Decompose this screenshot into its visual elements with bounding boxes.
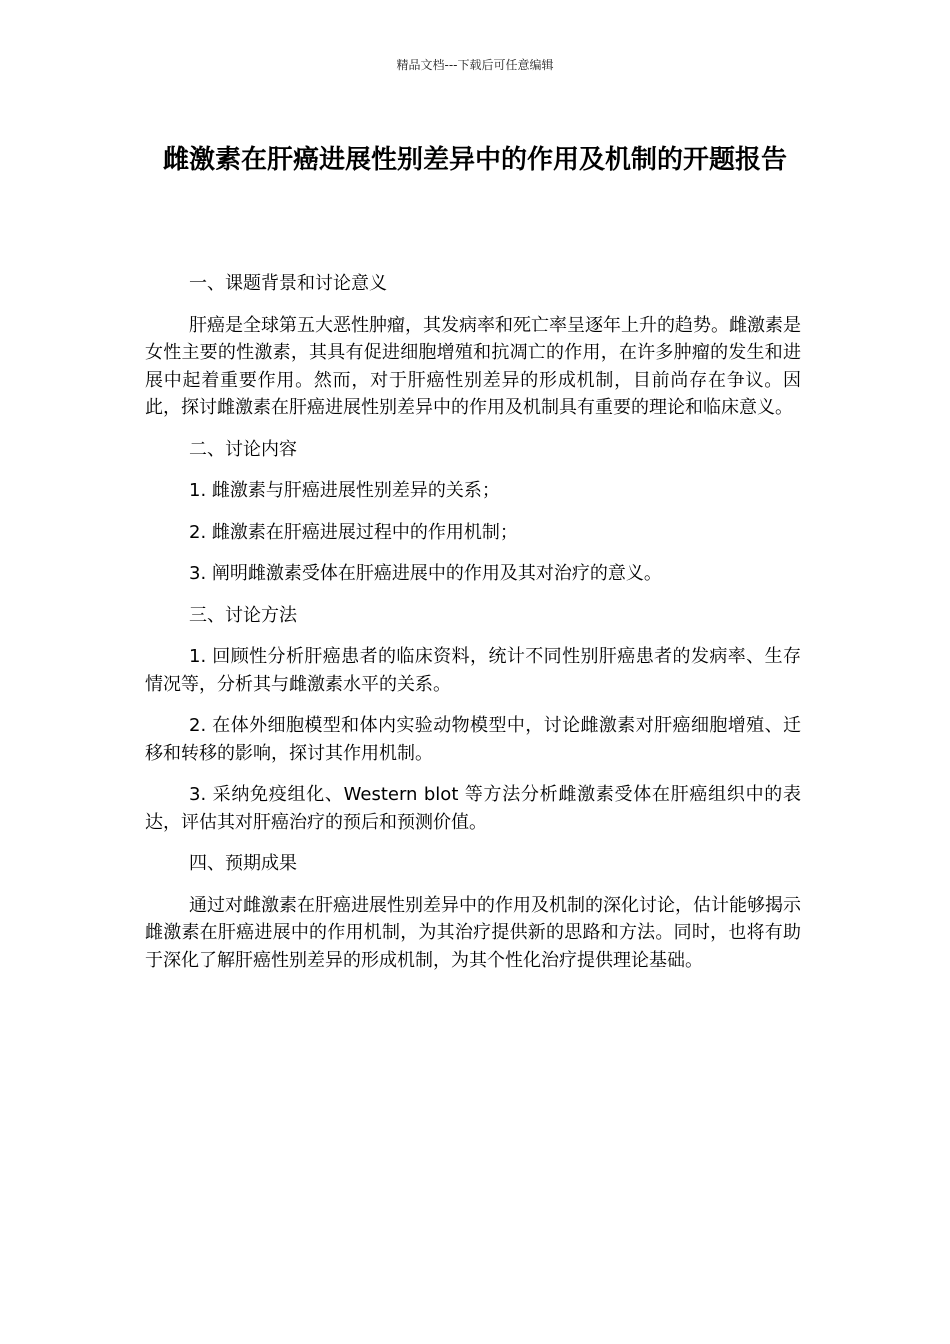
list-item: 1. 雌激素与肝癌进展性别差异的关系； [189,480,500,501]
section-heading-outcomes: 四、预期成果 [189,853,297,874]
list-item: 1. 回顾性分析肝癌患者的临床资料，统计不同性别肝癌患者的发病率、生存情况等，分析其与雌激素水平的关系。 [145,646,801,695]
section-heading-background: 一、课题背景和讨论意义 [189,273,387,294]
list-item: 2. 在体外细胞模型和体内实验动物模型中，讨论雌激素对肝癌细胞增殖、迁移和转移的影响，探讨其作用机制。 [145,715,801,764]
list-item: 2. 雌激素在肝癌进展过程中的作用机制； [189,521,518,543]
paragraph-background: 肝癌是全球第五大恶性肿瘤，其发病率和死亡率呈逐年上升的趋势。雌激素是女性主要的性激素，其具有促进细胞增殖和抗凋亡的作用，在许多肿瘤的发生和进展中起着重要作用。然而，对于肝癌性别差异的形成机制，目前尚存在争议。因此，探讨雌激素在肝癌进展性别差异中的作用及机制具有重要的理论和临床意义。 [145,314,801,418]
page-header: 精品文档---下载后可任意编辑 [396,58,554,72]
document-title: 雌激素在肝癌进展性别差异中的作用及机制的开题报告 [162,145,787,175]
paragraph-outcomes: 通过对雌激素在肝癌进展性别差异中的作用及机制的深化讨论，估计能够揭示雌激素在肝癌进展中的作用机制，为其治疗提供新的思路和方法。同时，也将有助于深化了解肝癌性别差异的形成机制，为其个性化治疗提供理论基础。 [145,894,801,971]
section-heading-methods: 三、讨论方法 [189,604,297,626]
list-item: 3. 阐明雌激素受体在肝癌进展中的作用及其对治疗的意义。 [189,563,662,584]
list-item: 3. 采纳免疫组化、Western blot 等方法分析雌激素受体在肝癌组织中的表达，评估其对肝癌治疗的预后和预测价值。 [145,784,801,833]
section-heading-content: 二、讨论内容 [189,438,297,460]
document-body [145,270,801,988]
